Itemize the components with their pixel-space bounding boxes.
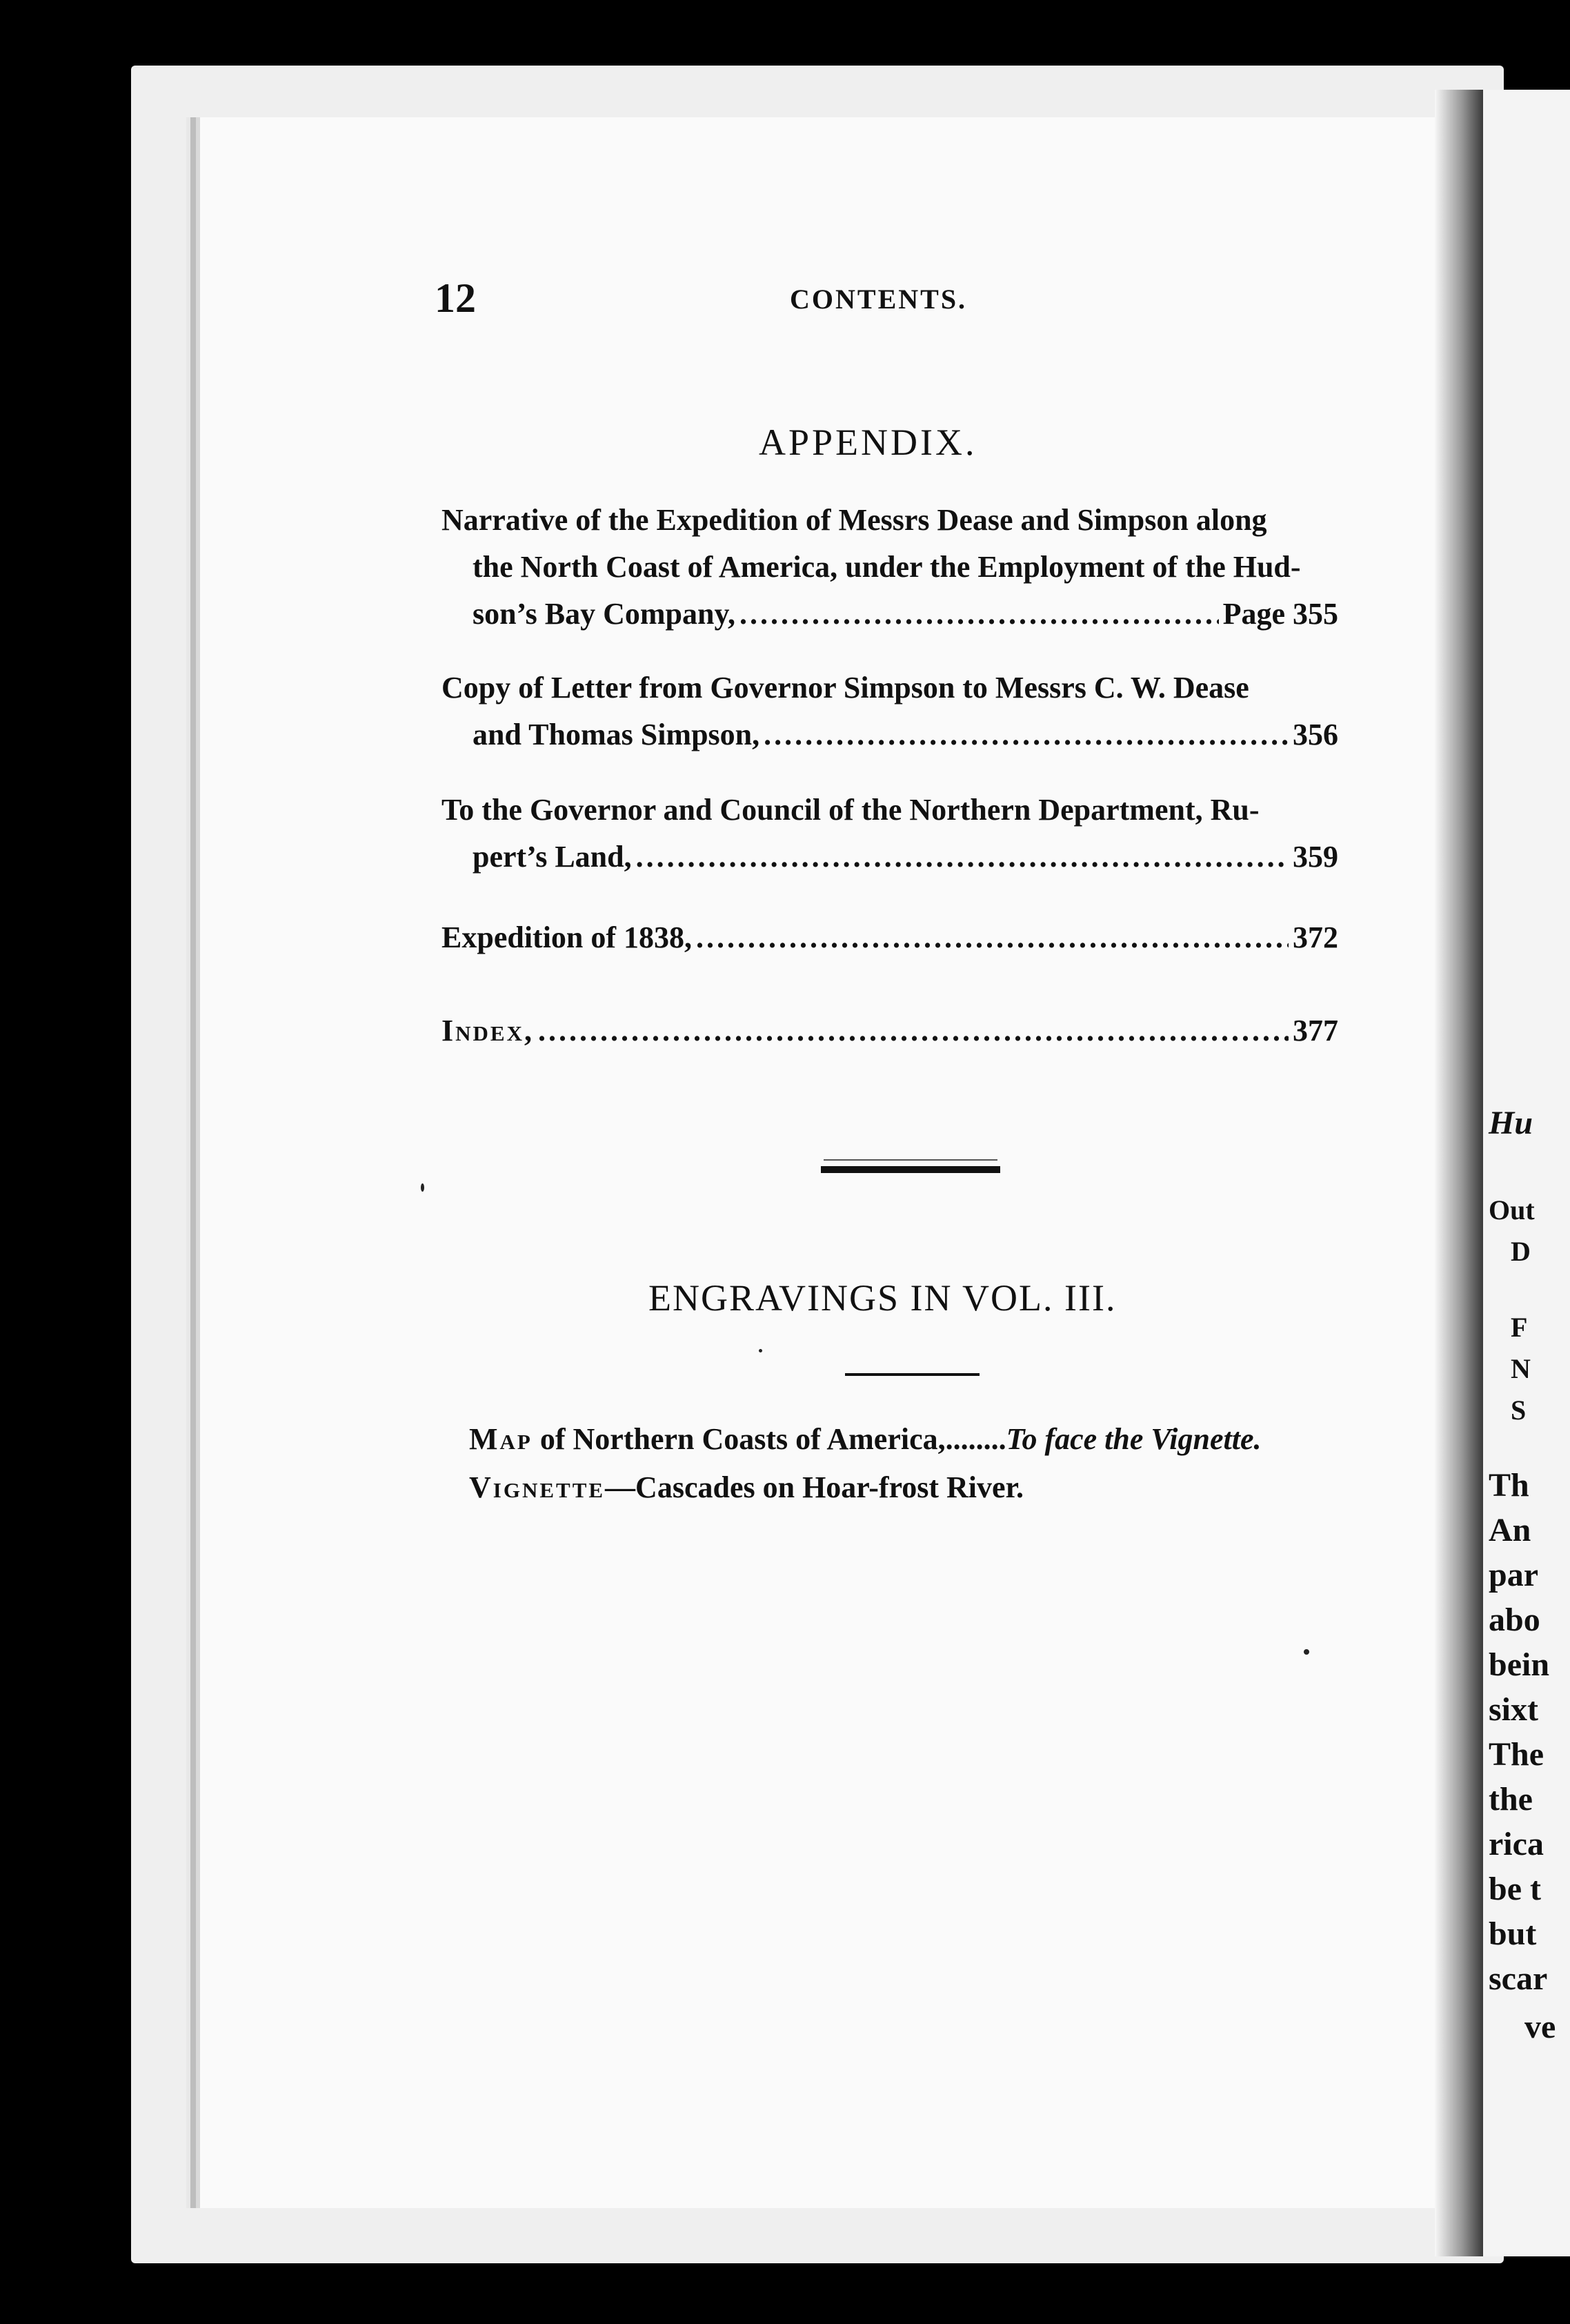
entry-page: Page 355: [1222, 597, 1338, 631]
engraving-label: Map: [469, 1422, 533, 1456]
dot-leader: [538, 1007, 1289, 1054]
print-speck: [421, 1183, 424, 1192]
page-number: 12: [435, 275, 476, 321]
adjacent-page: [1483, 90, 1570, 2256]
engraving-item: [469, 1470, 1024, 1505]
entry-line: son’s Bay Company,: [473, 597, 736, 631]
dot-leader: [696, 914, 1289, 961]
dot-leader: [764, 711, 1289, 758]
appendix-heading: APPENDIX.: [759, 422, 977, 463]
engraving-text: of Northern Coasts of America,: [532, 1422, 946, 1456]
adjacent-fragment: be t: [1489, 1871, 1541, 1907]
adjacent-fragment: An: [1489, 1512, 1531, 1548]
print-speck: [759, 1349, 762, 1352]
entry-line: To the Governor and Council of the Northern Department, Ru-: [441, 793, 1260, 827]
adjacent-fragment: Out: [1489, 1194, 1535, 1225]
entry-line: Index,: [441, 1014, 534, 1047]
toc-entry: [441, 664, 1338, 758]
adjacent-fragment: abo: [1489, 1602, 1540, 1638]
adjacent-fragment: par: [1489, 1557, 1538, 1593]
adjacent-fragment: D: [1511, 1236, 1531, 1267]
entry-line: Expedition of 1838,: [441, 920, 693, 954]
toc-entry: [441, 1007, 1338, 1054]
adjacent-fragment: F: [1511, 1312, 1528, 1343]
toc-entry: [441, 787, 1338, 880]
heading-rule: [845, 1373, 980, 1376]
entry-page: 356: [1293, 718, 1338, 751]
entry-leader-line: [441, 711, 1338, 758]
toc-entry: [441, 914, 1338, 961]
engravings-heading: ENGRAVINGS IN VOL. III.: [648, 1277, 1117, 1319]
dot-leader: [739, 591, 1219, 638]
entry-line: and Thomas Simpson,: [473, 718, 760, 751]
adjacent-fragment: rica: [1489, 1826, 1544, 1862]
adjacent-fragment: N: [1511, 1353, 1531, 1384]
entry-leader-line: [441, 1007, 1338, 1054]
book-gutter: [1435, 90, 1483, 2256]
entry-page: 372: [1293, 920, 1338, 954]
print-speck: [1304, 1649, 1309, 1655]
engraving-note: To face the Vignette.: [1006, 1422, 1262, 1456]
dot-leader: ........: [945, 1422, 1006, 1456]
entry-leader-line: [441, 914, 1338, 961]
adjacent-fragment: but: [1489, 1916, 1537, 1952]
adjacent-fragment: Hu: [1489, 1105, 1533, 1141]
adjacent-fragment: S: [1511, 1395, 1527, 1426]
adjacent-fragment: Th: [1489, 1467, 1529, 1504]
entry-leader-line: [441, 834, 1338, 880]
toc-entry: [441, 497, 1338, 638]
entry-page: 377: [1293, 1014, 1338, 1047]
adjacent-fragment: scar: [1489, 1960, 1548, 1997]
adjacent-fragment: The: [1489, 1736, 1544, 1773]
adjacent-fragment: the: [1489, 1781, 1533, 1818]
dot-leader: [636, 834, 1289, 880]
adjacent-fragment: bein: [1489, 1646, 1550, 1683]
adjacent-fragment: sixt: [1489, 1691, 1538, 1728]
entry-leader-line: [441, 591, 1338, 638]
engraving-label: Vignette: [469, 1470, 606, 1504]
engraving-item: [469, 1421, 1262, 1457]
entry-line: Narrative of the Expedition of Messrs Dease and Simpson along: [441, 503, 1267, 537]
section-divider-rule: [821, 1166, 1000, 1173]
entry-line: the North Coast of America, under the Employment of the Hud-: [473, 550, 1301, 584]
entry-page: 359: [1293, 840, 1338, 874]
adjacent-fragment: ve: [1524, 2009, 1556, 2045]
engraving-text: —Cascades on Hoar-frost River.: [605, 1470, 1024, 1504]
entry-line: Copy of Letter from Governor Simpson to Messrs C. W. Dease: [441, 671, 1249, 705]
entry-line: pert’s Land,: [473, 840, 632, 874]
running-title: CONTENTS.: [790, 284, 968, 315]
